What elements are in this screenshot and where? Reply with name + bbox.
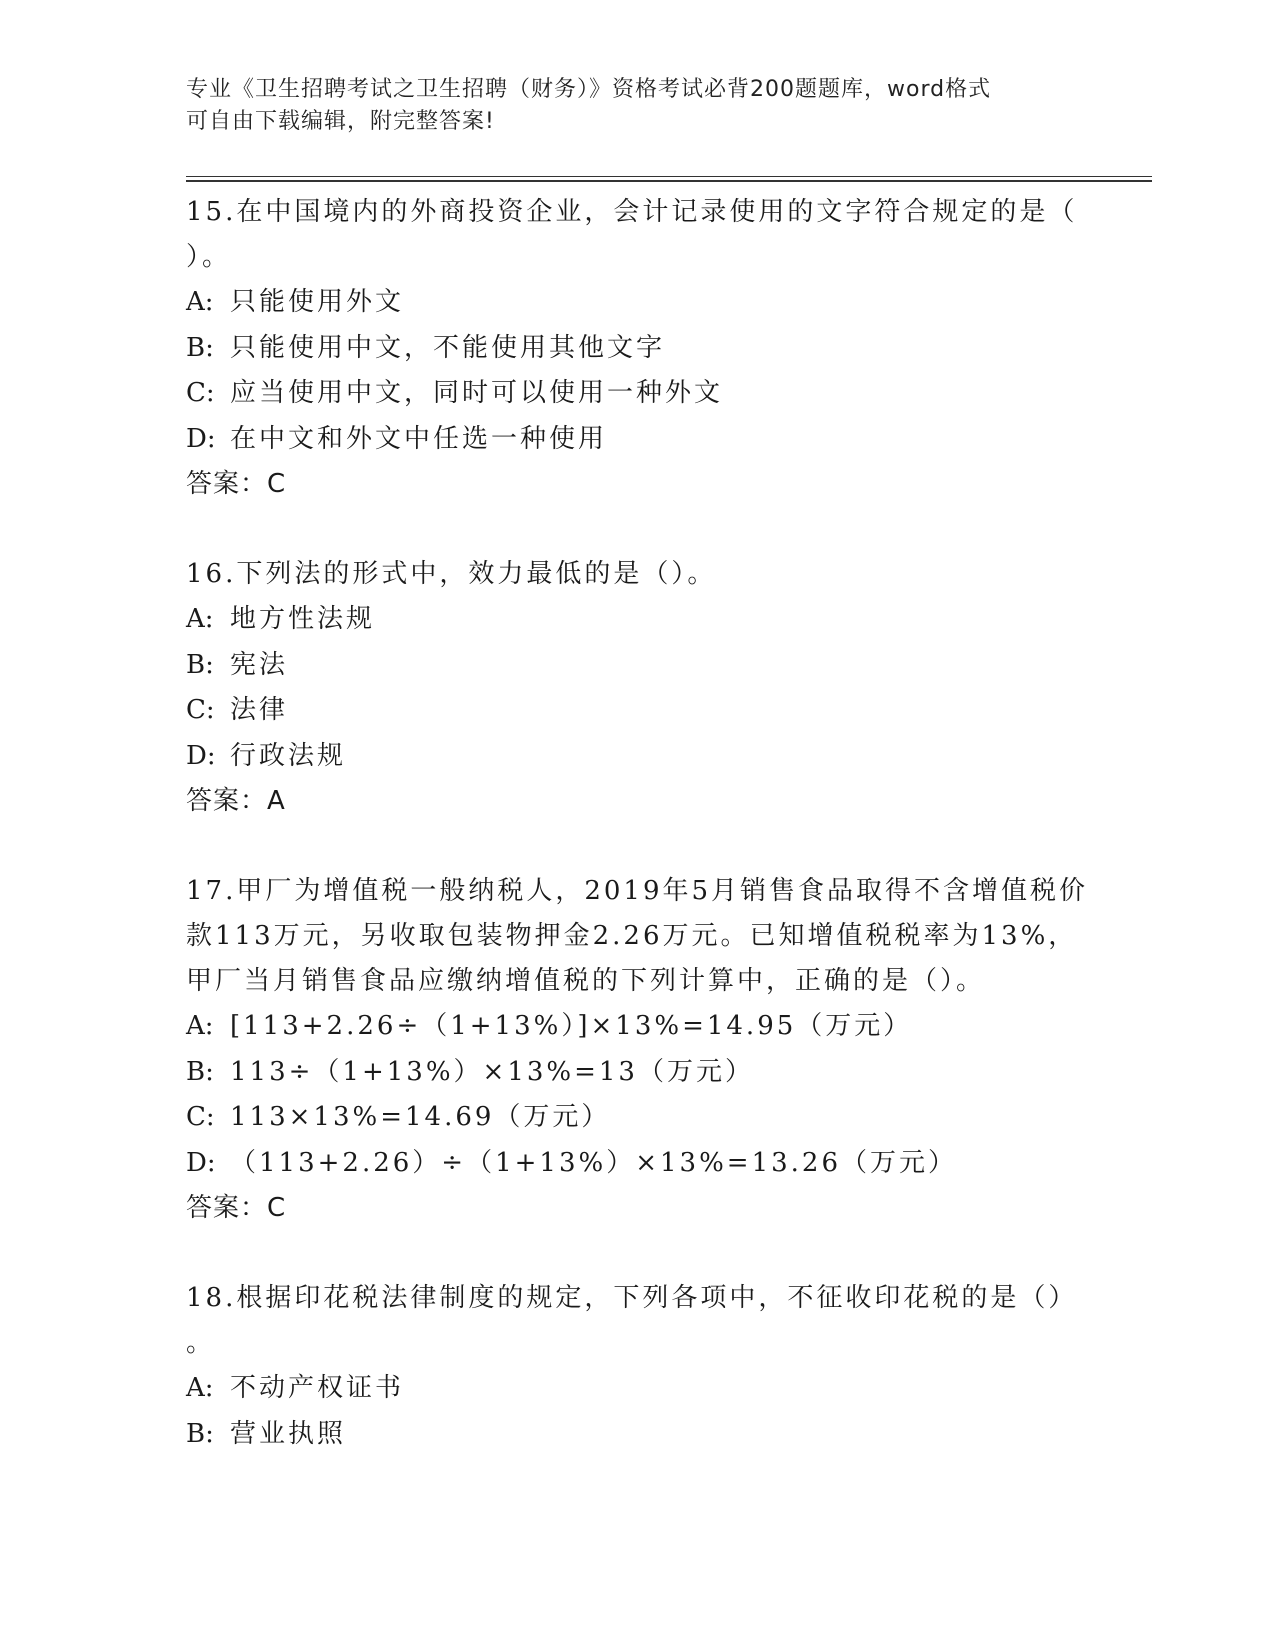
option-key: A: xyxy=(186,1011,214,1041)
option-key: B: xyxy=(186,649,214,680)
option-row xyxy=(186,1095,1086,1141)
option-text: 不动产权证书 xyxy=(230,1373,405,1403)
header-divider-bottom xyxy=(186,180,1152,182)
option-text: 113×13%=14.69（万元） xyxy=(230,1102,611,1132)
question-spacer xyxy=(186,1231,1086,1276)
question-spacer xyxy=(186,824,1086,869)
option-text: 行政法规 xyxy=(230,740,347,771)
option-key: C: xyxy=(186,378,215,408)
question-stem-line: 17.甲厂为增值税一般纳税人，2019年5月销售食品取得不含增值税价 xyxy=(186,876,1089,906)
option-text: 法律 xyxy=(230,695,289,725)
option-key: B: xyxy=(186,332,214,363)
option-text: 应当使用中文，同时可以使用一种外文 xyxy=(230,378,724,408)
option-row xyxy=(186,1050,1086,1096)
option-row xyxy=(186,688,1086,734)
answer-line: 答案：C xyxy=(186,1193,287,1223)
option-key: B: xyxy=(186,1056,214,1087)
option-text: 只能使用中文，不能使用其他文字 xyxy=(230,332,666,363)
option-row xyxy=(186,597,1086,643)
option-key: C: xyxy=(186,695,215,725)
option-key: C: xyxy=(186,1102,215,1132)
option-row xyxy=(186,417,1086,463)
question-block xyxy=(186,869,1089,1231)
answer-line: 答案：C xyxy=(186,469,287,499)
option-text: 只能使用外文 xyxy=(230,287,405,317)
question-stem-line: 18.根据印花税法律制度的规定，下列各项中，不征收印花税的是（） xyxy=(186,1283,1078,1313)
option-row xyxy=(186,1141,1086,1187)
option-key: D: xyxy=(186,423,216,454)
option-row xyxy=(186,371,1086,417)
option-row xyxy=(186,326,1086,372)
question-stem-line: ）。 xyxy=(186,242,232,272)
option-key: A: xyxy=(186,1373,214,1403)
option-key: D: xyxy=(186,1147,216,1178)
option-row xyxy=(186,1412,1086,1458)
option-key: A: xyxy=(186,287,214,317)
option-text: 地方性法规 xyxy=(230,604,376,634)
option-text: （113+2.26）÷（1+13%）×13%=13.26（万元） xyxy=(230,1147,957,1178)
question-stem-line: 甲厂当月销售食品应缴纳增值税的下列计算中，正确的是（）。 xyxy=(186,966,986,996)
question-spacer xyxy=(186,507,1086,552)
option-text: 宪法 xyxy=(230,649,289,680)
question-block xyxy=(186,190,1086,507)
option-row xyxy=(186,280,1086,326)
question-stem-line: 款113万元，另收取包装物押金2.26万元。已知增值税税率为13%， xyxy=(186,921,1078,951)
option-key: B: xyxy=(186,1418,214,1449)
option-row xyxy=(186,1366,1086,1412)
question-stem-line: 16.下列法的形式中，效力最低的是（）。 xyxy=(186,559,717,589)
header-line-2: 可自由下载编辑，附完整答案! xyxy=(186,109,495,134)
option-text: 营业执照 xyxy=(230,1418,347,1449)
option-row xyxy=(186,643,1086,689)
question-stem-line: 。 xyxy=(186,1328,216,1358)
option-text: [113+2.26÷（1+13%）]×13%=14.95（万元） xyxy=(230,1011,913,1041)
question-list xyxy=(186,190,1089,1457)
document-header xyxy=(186,74,1066,138)
option-text: 在中文和外文中任选一种使用 xyxy=(230,423,608,454)
option-key: D: xyxy=(186,740,216,771)
question-stem-line: 15.在中国境内的外商投资企业，会计记录使用的文字符合规定的是（ xyxy=(186,197,1078,227)
option-row xyxy=(186,734,1086,780)
header-line-1: 专业《卫生招聘考试之卫生招聘（财务）》资格考试必背200题题库，word格式 xyxy=(186,77,992,102)
option-key: A: xyxy=(186,604,214,634)
question-block xyxy=(186,552,1086,824)
header-divider-top xyxy=(186,176,1152,177)
question-block xyxy=(186,1276,1086,1457)
option-row xyxy=(186,1004,1086,1050)
answer-line: 答案：A xyxy=(186,786,286,816)
option-text: 113÷（1+13%）×13%=13（万元） xyxy=(230,1056,754,1087)
